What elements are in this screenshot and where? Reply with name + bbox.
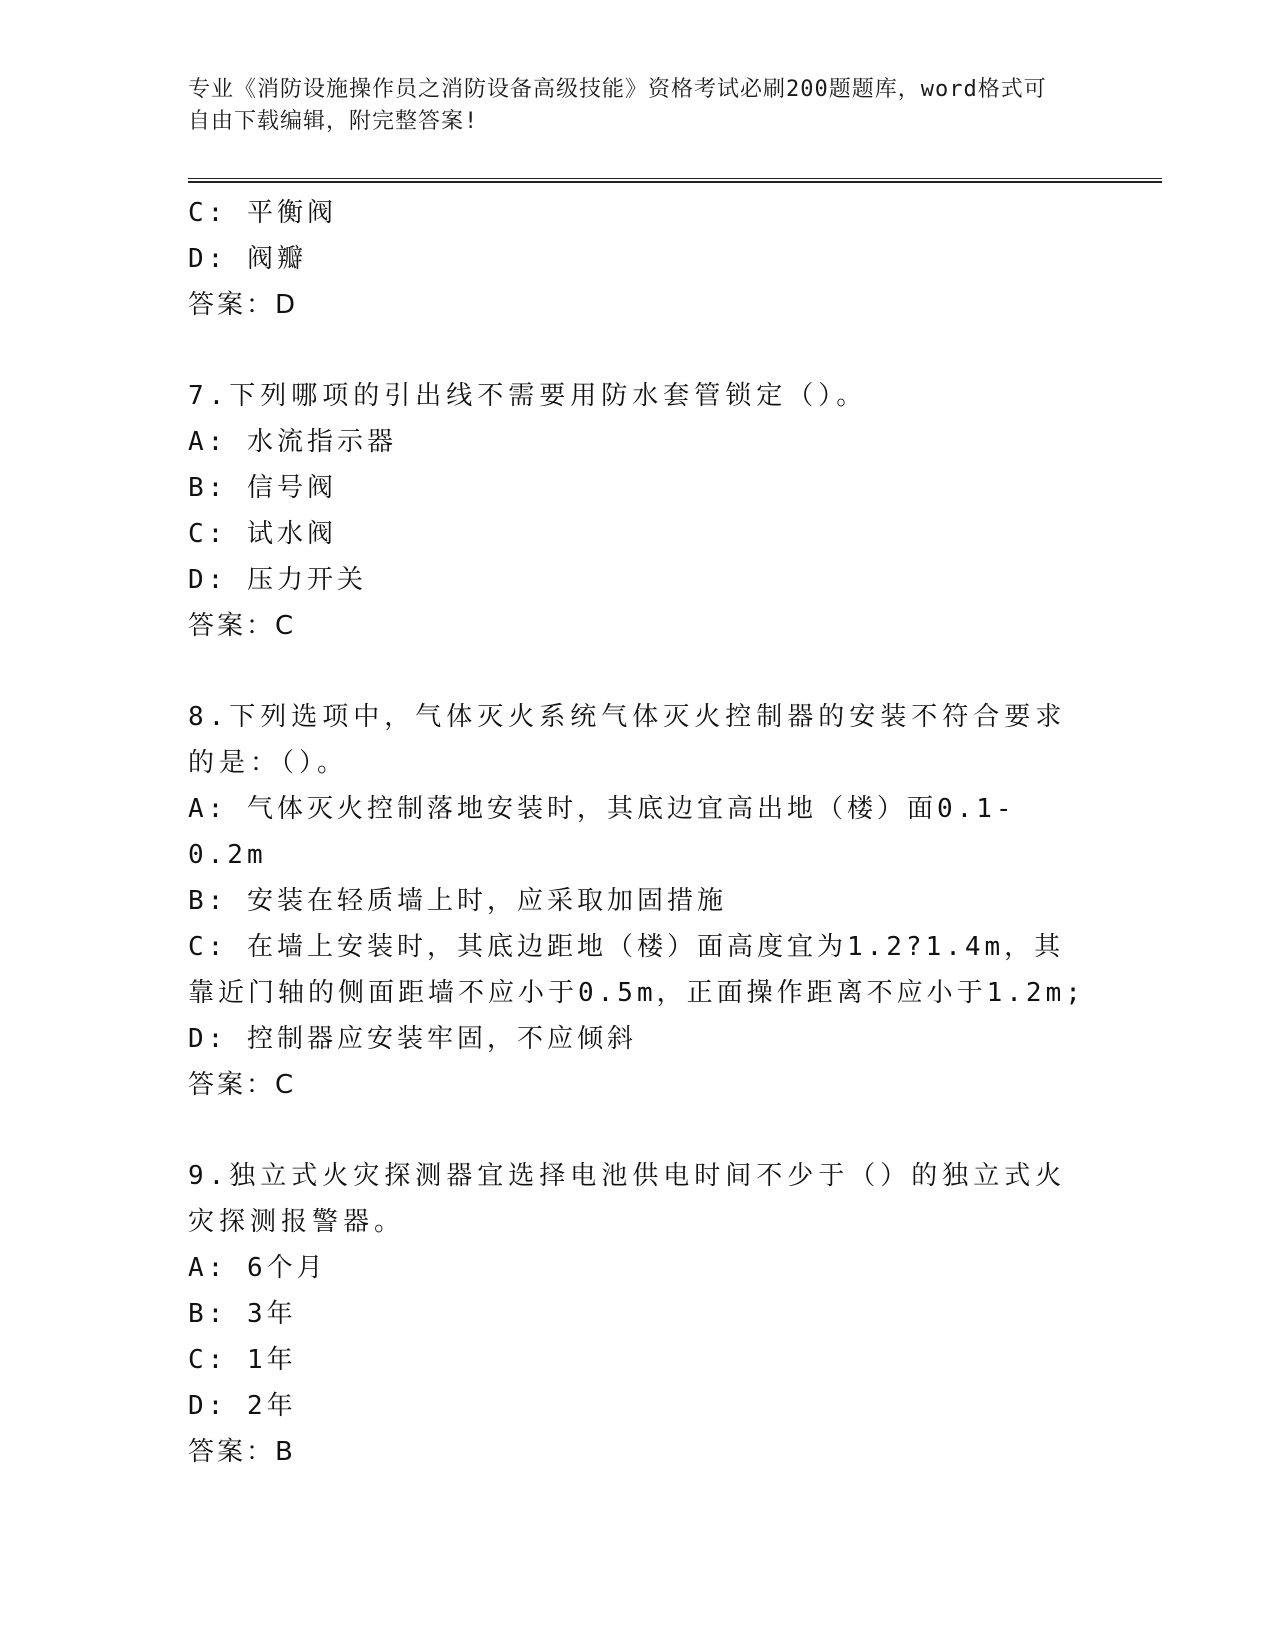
- answer-line: 答案：C: [188, 611, 297, 641]
- prev-question-tail: [188, 190, 1088, 328]
- option-a: A: 水流指示器: [188, 427, 397, 457]
- option-d: D: 控制器应安装牢固，不应倾斜: [188, 1024, 637, 1054]
- header-divider-thin: [188, 178, 1162, 179]
- option-c: C: 1年: [188, 1345, 297, 1375]
- document-body: [188, 190, 1088, 1475]
- option-d: D: 阀瓣: [188, 244, 307, 274]
- option-b: B: 3年: [188, 1299, 297, 1329]
- answer-line: 答案：D: [188, 290, 299, 320]
- option-c: C: 试水阀: [188, 519, 337, 549]
- option-d: D: 压力开关: [188, 565, 367, 595]
- option-b: B: 信号阀: [188, 473, 337, 503]
- question-stem: 9.独立式火灾探测器宜选择电池供电时间不少于（）的独立式火灾探测报警器。: [188, 1161, 1067, 1237]
- header-divider-thick: [188, 181, 1162, 183]
- document-header: 专业《消防设施操作员之消防设备高级技能》资格考试必刷200题题库，word格式可自由下载编辑，附完整答案!: [188, 77, 1047, 134]
- option-a: A: 6个月: [188, 1253, 327, 1283]
- option-c: C: 平衡阀: [188, 198, 337, 228]
- question-stem: 7.下列哪项的引出线不需要用防水套管锁定（）。: [188, 381, 868, 411]
- question-7: [188, 373, 1088, 649]
- answer-line: 答案：B: [188, 1437, 296, 1467]
- option-d: D: 2年: [188, 1391, 297, 1421]
- option-a: A: 气体灭火控制落地安装时，其底边宜高出地（楼）面0.1-0.2m: [188, 794, 1016, 870]
- option-c: C: 在墙上安装时，其底边距地（楼）面高度宜为1.2?1.4m，其靠近门轴的侧面距墙不应小于0.5m，正面操作距离不应小于1.2m;: [188, 932, 1085, 1008]
- question-8: [188, 694, 1088, 1108]
- option-b: B: 安装在轻质墙上时，应采取加固措施: [188, 886, 727, 916]
- answer-line: 答案：C: [188, 1070, 297, 1100]
- question-stem: 8.下列选项中，气体灭火系统气体灭火控制器的安装不符合要求的是：（）。: [188, 702, 1067, 778]
- question-9: [188, 1153, 1088, 1475]
